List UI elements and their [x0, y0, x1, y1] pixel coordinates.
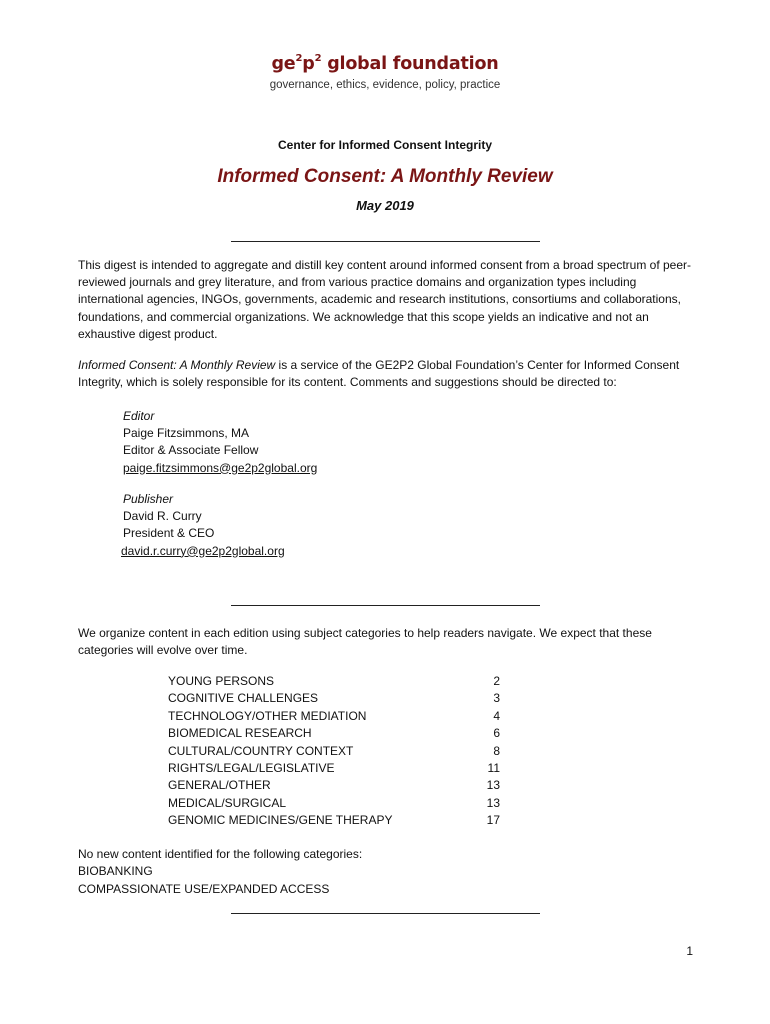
publication-date: May 2019 — [356, 198, 414, 213]
brand-tagline: governance, ethics, evidence, policy, practice — [269, 79, 501, 91]
category-row[interactable] — [168, 795, 500, 812]
no-content-item: BIOBANKING — [78, 864, 153, 879]
publisher-name: David R. Curry — [123, 509, 202, 524]
category-row[interactable] — [168, 673, 500, 690]
category-row[interactable] — [168, 812, 500, 829]
category-name: GENOMIC MEDICINES/GENE THERAPY — [168, 813, 393, 828]
divider-rule — [231, 913, 540, 914]
category-page-number: 13 — [486, 795, 500, 810]
category-page-number: 3 — [493, 691, 500, 706]
editor-contact — [123, 408, 523, 477]
publisher-contact — [123, 491, 523, 560]
service-paragraph-title: Informed Consent: A Monthly Review — [78, 358, 276, 372]
brand-logo-text: $ge^2p^2$ global foundation — [271, 53, 499, 74]
category-page-number: 17 — [486, 813, 500, 828]
category-name: RIGHTS/LEGAL/LEGISLATIVE — [168, 760, 335, 775]
category-row[interactable] — [168, 725, 500, 742]
publication-title: Informed Consent: A Monthly Review — [217, 166, 553, 187]
center-name: Center for Informed Consent Integrity — [277, 138, 492, 152]
editor-name: Paige Fitzsimmons, MA — [123, 426, 250, 441]
category-list — [168, 673, 500, 830]
category-row[interactable] — [168, 743, 500, 760]
editor-title: Editor & Associate Fellow — [123, 443, 259, 458]
category-row[interactable] — [168, 777, 500, 794]
organize-paragraph: We organize content in each edition using subject categories to help readers navigate. We expect that these categories will evolve over time. — [78, 626, 652, 658]
no-content-heading: No new content identified for the following categories: — [78, 847, 363, 861]
divider-rule — [231, 605, 540, 606]
category-row[interactable] — [168, 690, 500, 707]
category-page-number: 13 — [486, 778, 500, 793]
category-name: TECHNOLOGY/OTHER MEDIATION — [168, 708, 367, 723]
no-content-item: COMPASSIONATE USE/EXPANDED ACCESS — [78, 881, 330, 896]
publisher-email-link[interactable]: david.r.curry@ge2p2global.org — [121, 543, 285, 558]
category-page-number: 6 — [493, 726, 500, 741]
category-name: BIOMEDICAL RESEARCH — [168, 726, 312, 741]
editor-email-link[interactable]: paige.fitzsimmons@ge2p2global.org — [123, 460, 318, 475]
category-page-number: 11 — [487, 760, 500, 775]
page-number: 1 — [686, 944, 693, 958]
service-paragraph — [78, 357, 693, 391]
category-name: GENERAL/OTHER — [168, 778, 271, 793]
service-paragraph-text: is a service of the GE2P2 Global Foundation’s Center for Informed Consent Integrity, which is solely responsible for its content. Comments and suggestions should be directed to: — [78, 358, 680, 390]
category-page-number: 4 — [493, 708, 500, 723]
category-name: COGNITIVE CHALLENGES — [168, 691, 319, 706]
category-name: MEDICAL/SURGICAL — [168, 795, 287, 810]
no-content-section — [78, 846, 678, 898]
editor-role: Editor — [123, 409, 155, 423]
category-row[interactable] — [168, 708, 500, 725]
publisher-role: Publisher — [123, 492, 174, 506]
category-name: CULTURAL/COUNTRY CONTEXT — [168, 743, 354, 758]
publisher-title: President & CEO — [123, 526, 215, 541]
category-row[interactable] — [168, 760, 500, 777]
category-name: YOUNG PERSONS — [168, 674, 275, 688]
category-page-number: 8 — [493, 743, 500, 758]
category-page-number: 2 — [493, 674, 500, 688]
intro-paragraph: This digest is intended to aggregate and distill key content around informed consent from a broad spectrum of peer-reviewed journals and grey literature, and from various practice domains and organization types including international agencies, INGOs, governments, academic and research institutions, consortiums and collaborations, foundations, and commercial organizations. We acknowledge that this scope yields an indicative and not an exhaustive digest product. — [78, 258, 692, 341]
divider-rule — [231, 241, 540, 242]
